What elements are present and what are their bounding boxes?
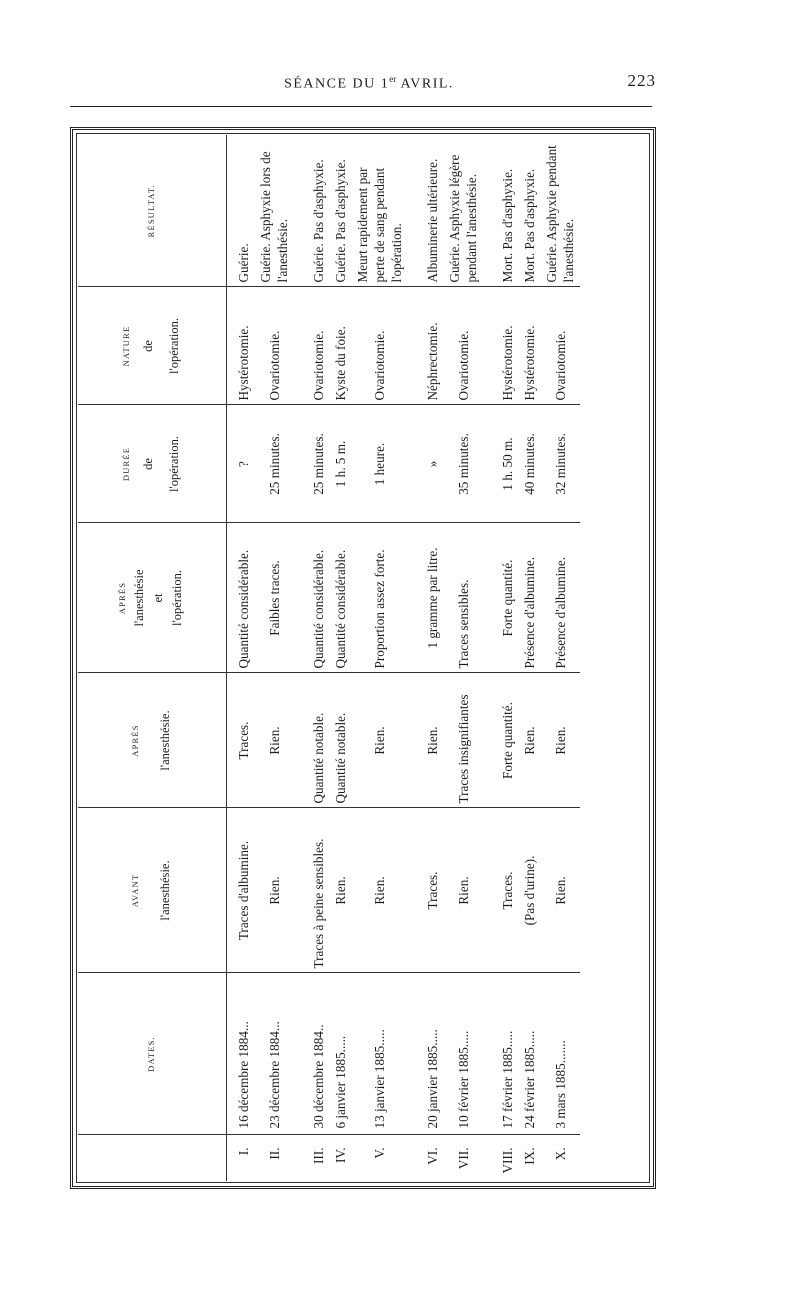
row-resultat: Mort. Pas d'asphyxie.	[519, 135, 541, 287]
row-apres-operation: Faibles traces.	[255, 523, 294, 673]
header-resultat: RÉSULTAT.	[78, 135, 227, 287]
table-row	[519, 135, 541, 1181]
row-nature: Hystérotomie.	[497, 287, 519, 405]
running-head	[78, 70, 660, 96]
row-apres-operation: Quantité considérable.	[227, 523, 256, 673]
row-apres-operation: Proportion assez forte.	[352, 523, 408, 673]
results-table	[78, 135, 580, 1181]
row-duree: 1 heure.	[352, 405, 408, 523]
row-duree: »	[422, 405, 444, 523]
row-date: 10 février 1885.....	[444, 973, 483, 1135]
table-row	[352, 135, 408, 1181]
table-row	[541, 135, 580, 1181]
row-spacer	[483, 135, 497, 1181]
row-date: 23 décembre 1884...	[255, 973, 294, 1135]
row-number: I.	[227, 1135, 256, 1181]
row-date: 20 janvier 1885.....	[422, 973, 444, 1135]
header-rule	[70, 106, 652, 107]
row-duree: 1 h. 50 m.	[497, 405, 519, 523]
row-nature: Hystérotomie.	[519, 287, 541, 405]
table-row	[497, 135, 519, 1181]
row-resultat: Guérie. Pas d'asphyxie.	[308, 135, 330, 287]
page-title: SÉANCE DU 1er AVRIL.	[284, 74, 454, 92]
row-apres: Rien.	[541, 673, 580, 808]
row-duree: 35 minutes.	[444, 405, 483, 523]
row-duree: 25 minutes.	[255, 405, 294, 523]
row-duree: 25 minutes.	[308, 405, 330, 523]
row-nature: Kyste du foie.	[330, 287, 352, 405]
row-number: X.	[552, 1147, 568, 1161]
row-nature: Ovariotomie.	[541, 287, 580, 405]
row-apres-operation: 1 gramme par litre.	[422, 523, 444, 673]
row-number: IV.	[333, 1147, 348, 1164]
row-apres: Rien.	[352, 673, 408, 808]
row-apres-operation: Quantité considérable.	[308, 523, 330, 673]
row-avant: Traces.	[497, 808, 519, 973]
header-avant: AVANT l'anesthésie.	[78, 808, 227, 973]
row-nature: Ovariotomie.	[308, 287, 330, 405]
page-number: 223	[627, 71, 656, 90]
row-avant: Rien.	[444, 808, 483, 973]
row-number: IX.	[522, 1147, 537, 1165]
row-resultat: Mort. Pas d'asphyxie.	[497, 135, 519, 287]
row-resultat: Guérie. Asphyxie légère pendant l'anesthésie.	[444, 135, 483, 287]
header-nature: NATURE de l'opération.	[78, 287, 227, 405]
row-apres: Rien.	[519, 673, 541, 808]
row-avant: Traces à peine sensibles.	[308, 808, 330, 973]
table-row	[227, 135, 256, 1181]
row-resultat: Guérie. Pas d'asphyxie.	[330, 135, 352, 287]
header-duree: DURÉE de l'opération.	[78, 405, 227, 523]
header-num	[78, 1135, 227, 1181]
row-avant: Rien.	[352, 808, 408, 973]
row-duree: 32 minutes.	[541, 405, 580, 523]
row-number: VIII.	[500, 1147, 515, 1174]
row-date: 3 mars 1885.......	[541, 973, 580, 1135]
table-row	[308, 135, 330, 1181]
row-apres: Traces.	[227, 673, 256, 808]
row-nature: Ovariotomie.	[352, 287, 408, 405]
header-apres-operation: APRÈS l'anesthésie et l'opération.	[78, 523, 227, 673]
row-number: VII.	[455, 1147, 471, 1170]
row-spacer	[294, 135, 308, 1181]
row-resultat: Guérie. Asphyxie lors de l'anesthésie.	[255, 135, 294, 287]
header-apres: APRÈS l'anesthésie.	[78, 673, 227, 808]
row-resultat: Guérie. Asphyxie pendant l'anesthésie.	[541, 135, 580, 287]
row-apres: Rien.	[422, 673, 444, 808]
row-apres: Traces insignifiantes	[444, 673, 483, 808]
row-spacer	[408, 135, 422, 1181]
table-row	[255, 135, 294, 1181]
row-number: VI.	[425, 1147, 440, 1165]
row-resultat: Meurt rapidement par perte de sang pendant l'opération.	[352, 135, 408, 287]
row-duree: ?	[227, 405, 256, 523]
row-number: II.	[266, 1147, 282, 1160]
row-date: 6 janvier 1885.....	[330, 973, 352, 1135]
row-date: 16 décembre 1884...	[227, 973, 256, 1135]
row-nature: Hystérotomie.	[227, 287, 256, 405]
row-date: 13 janvier 1885.....	[352, 973, 408, 1135]
row-avant: (Pas d'urine).	[519, 808, 541, 973]
header-dates: DATES.	[78, 973, 227, 1135]
row-date: 24 février 1885.....	[519, 973, 541, 1135]
row-nature: Ovariotomie.	[444, 287, 483, 405]
row-resultat: Albuminerie ultérieure.	[422, 135, 444, 287]
rotated-table-container	[78, 135, 648, 1181]
row-avant: Rien.	[330, 808, 352, 973]
row-number: V.	[372, 1147, 387, 1159]
row-number: III.	[311, 1147, 326, 1164]
row-nature: Ovariotomie.	[255, 287, 294, 405]
row-apres: Quantité notable.	[330, 673, 352, 808]
row-apres: Quantité notable.	[308, 673, 330, 808]
row-date: 30 décembre 1884..	[308, 973, 330, 1135]
row-apres-operation: Forte quantité.	[497, 523, 519, 673]
row-avant: Rien.	[255, 808, 294, 973]
row-duree: 1 h. 5 m.	[330, 405, 352, 523]
row-apres-operation: Quantité considérable.	[330, 523, 352, 673]
table-row	[330, 135, 352, 1181]
table-row	[422, 135, 444, 1181]
row-avant: Traces d'albumine.	[227, 808, 256, 973]
row-apres-operation: Traces sensibles.	[444, 523, 483, 673]
row-nature: Néphrectomie.	[422, 287, 444, 405]
row-apres: Rien.	[255, 673, 294, 808]
header-row	[78, 135, 227, 1181]
row-duree: 40 minutes.	[519, 405, 541, 523]
row-avant: Traces.	[422, 808, 444, 973]
row-apres: Forte quantité.	[497, 673, 519, 808]
row-apres-operation: Présence d'albumine.	[541, 523, 580, 673]
row-avant: Rien.	[541, 808, 580, 973]
row-date: 17 février 1885.....	[497, 973, 519, 1135]
row-apres-operation: Présence d'albumine.	[519, 523, 541, 673]
row-resultat: Guérie.	[227, 135, 256, 287]
table-row	[444, 135, 483, 1181]
